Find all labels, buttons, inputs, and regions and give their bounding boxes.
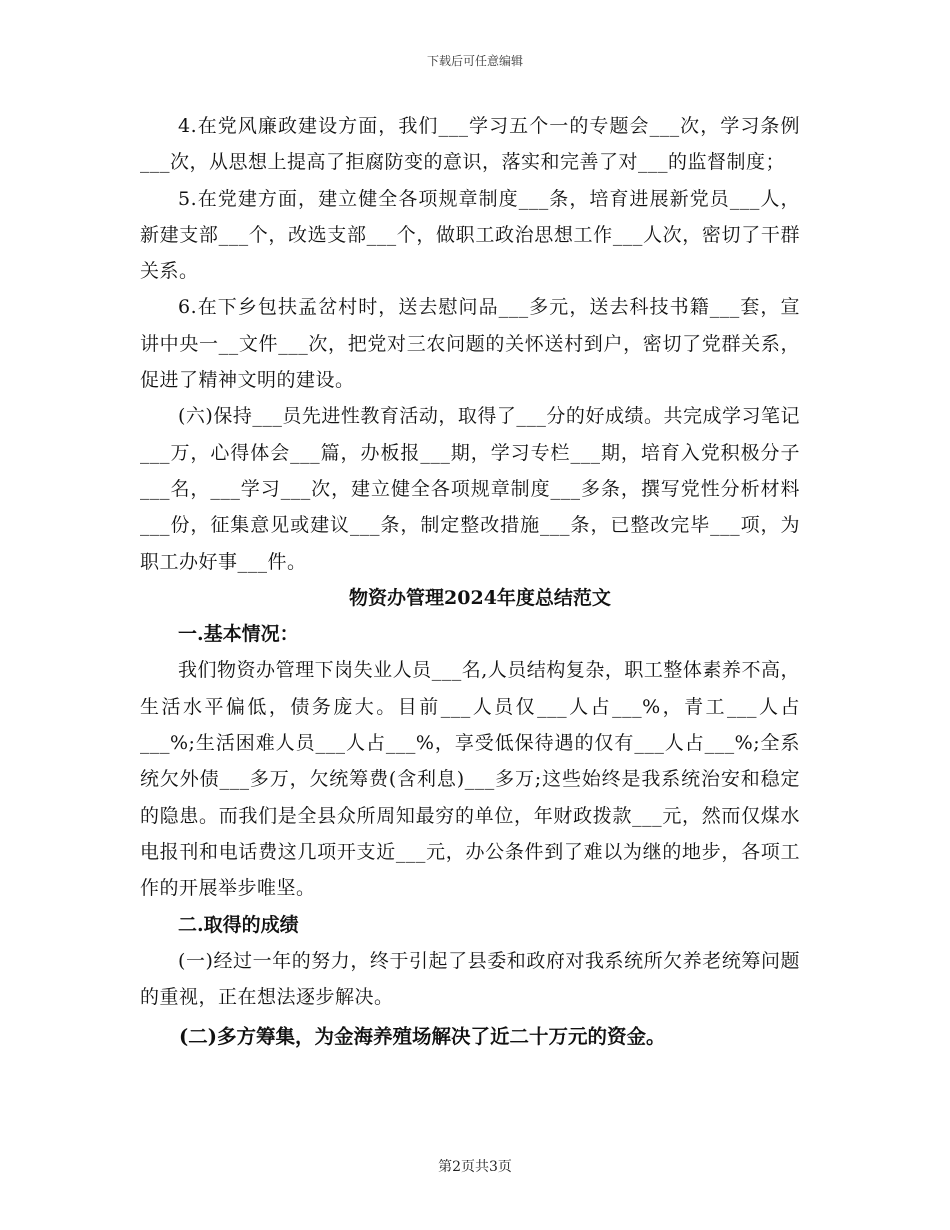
paragraph-achievement-1: (一)经过一年的努力，终于引起了县委和政府对我系统所欠养老统筹问题的重视，正在想法逐步解决。: [140, 949, 800, 1009]
paragraph-item-5: 5.在党建方面，建立健全各项规章制度___条，培育进展新党员___人，新建支部___个，改选支部___个，做职工政治思想工作___人次，密切了干群关系。: [140, 187, 800, 283]
paragraph-achievement-2: (二)多方筹集，为金海养殖场解决了近二十万元的资金。: [179, 1025, 666, 1049]
paragraph-item-6: 6.在下乡包扶孟岔村时，送去慰问品___多元，送去科技书籍___套，宣讲中央一__文件___次，把党对三农问题的关怀送村到户，密切了党群关系，促进了精神文明的建设。: [140, 296, 800, 392]
document-title: 物资办管理2024年度总结范文: [349, 586, 611, 609]
paragraph-item-4: 4.在党风廉政建设方面，我们___学习五个一的专题会___次，学习条例___次，从思想上提高了拒腐防变的意识，落实和完善了对___的监督制度；: [140, 115, 800, 174]
section-heading-basic-situation: 一.基本情况：: [178, 623, 299, 646]
paragraph-section-six: (六)保持___员先进性教育活动，取得了___分的好成绩。共完成学习笔记___万，心得体会___篇，办板报___期，学习专栏___期，培育入党积极分子___名，___学习___次，建立健全各项规章制度___多条，撰写党性分析材料___份，征集意见或建议___条，制定整改措施___条，已整改完毕___项，为职工办好事___件。: [140, 405, 800, 573]
section-heading-achievements: 二.取得的成绩: [178, 913, 299, 936]
page-number: 第2页共3页: [438, 1159, 512, 1175]
document-body: [140, 108, 800, 1056]
header-note: 下载后可任意编辑: [426, 54, 523, 68]
paragraph-basic-situation: 我们物资办管理下岗失业人员___名,人员结构复杂，职工整体素养不高，生活水平偏低，债务庞大。目前___人员仅___人占___%，青工___人占___%;生活困难人员___人占___%，享受低保待遇的仅有___人占___%;全系统欠外债___多万，欠统筹费(含利息)___多万;这些始终是我系统治安和稳定的隐患。而我们是全县众所周知最穷的单位，年财政拨款___元，然而仅煤水电报刊和电话费这几项开支近___元，办公条件到了难以为继的地步，各项工作的开展举步唯坚。: [140, 659, 800, 900]
